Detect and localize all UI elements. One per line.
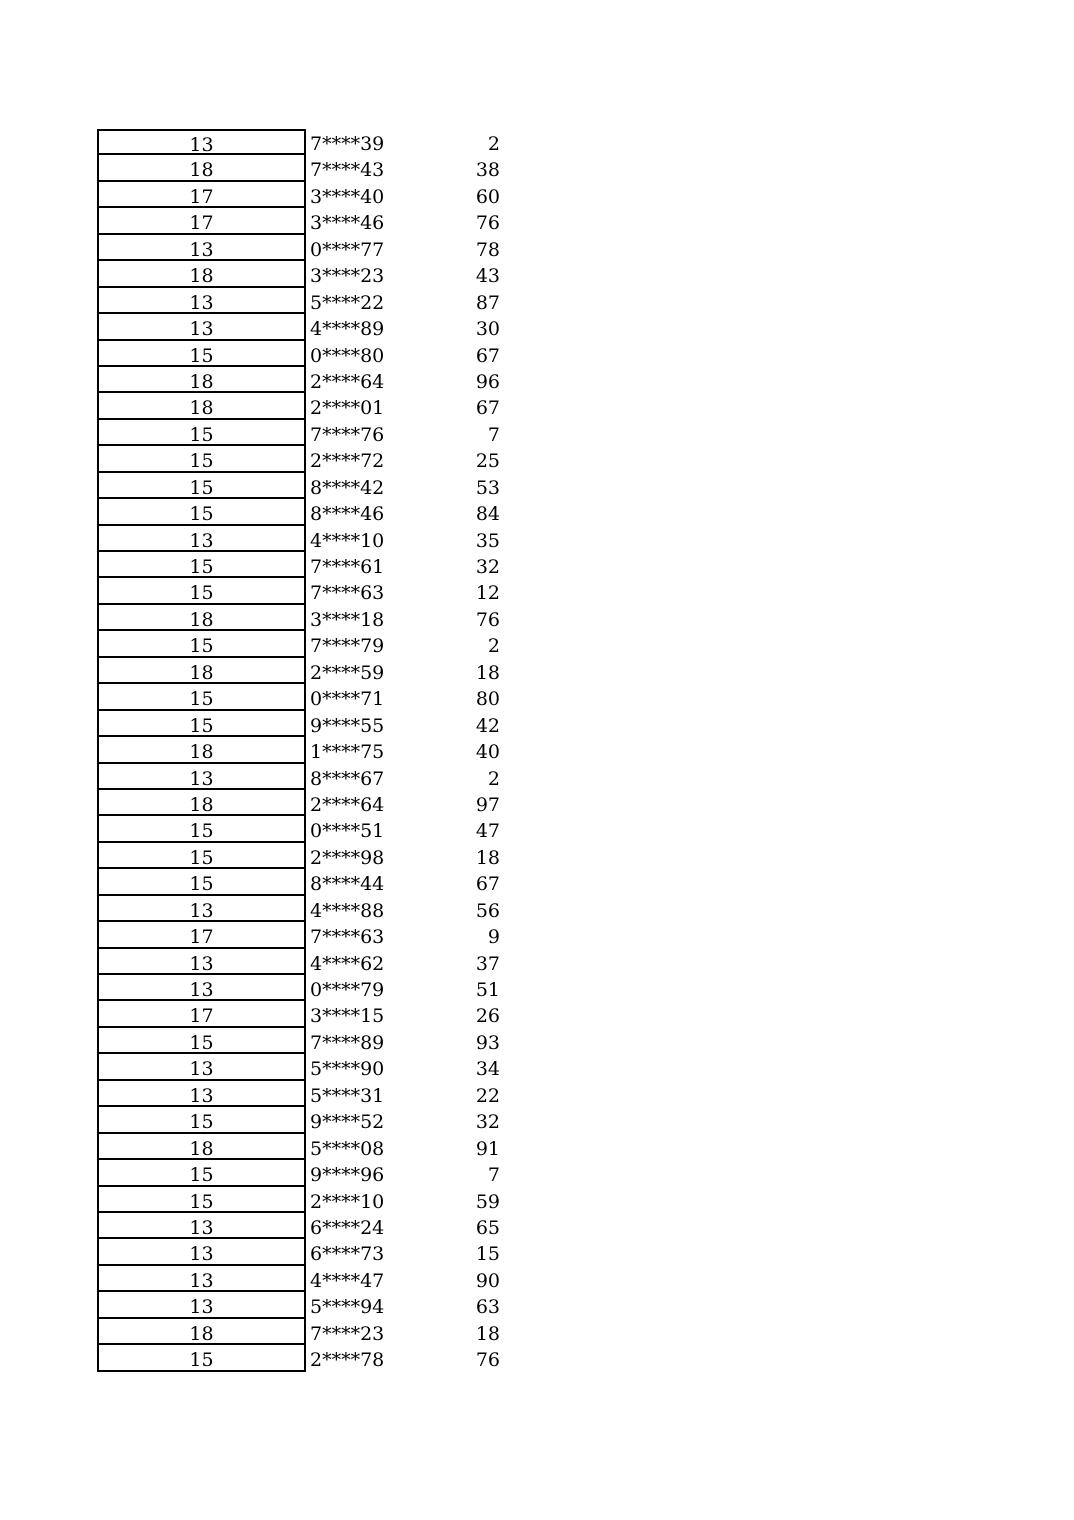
cell-masked-number[interactable]: 7****43: [310, 159, 385, 182]
table-row: [97, 578, 517, 604]
table-row: [97, 1107, 517, 1133]
cell-value[interactable]: 59: [475, 1190, 500, 1213]
cell-value[interactable]: 90: [475, 1269, 500, 1292]
cell-prefix[interactable]: 13: [97, 1239, 306, 1265]
cell-value[interactable]: 97: [475, 793, 500, 816]
cell-masked-number[interactable]: 5****31: [310, 1084, 385, 1107]
cell-prefix[interactable]: 15: [97, 552, 306, 578]
cell-prefix[interactable]: 18: [97, 393, 306, 419]
cell-prefix[interactable]: 13: [97, 1266, 306, 1292]
cell-value[interactable]: 18: [475, 1322, 500, 1345]
cell-masked-number[interactable]: 7****63: [310, 582, 385, 605]
table-row: [97, 182, 517, 208]
cell-value[interactable]: 26: [475, 1005, 500, 1028]
cell-masked-number[interactable]: 8****67: [310, 767, 385, 790]
cell-value[interactable]: 47: [475, 820, 500, 843]
cell-value[interactable]: 84: [475, 503, 500, 526]
table-row: [97, 1001, 517, 1027]
table-row: [97, 1239, 517, 1265]
table-row: [97, 658, 517, 684]
table-row: [97, 1134, 517, 1160]
cell-prefix[interactable]: 17: [97, 182, 306, 208]
cell-masked-number[interactable]: 9****52: [310, 1111, 385, 1134]
cell-masked-number[interactable]: 8****46: [310, 503, 385, 526]
table-row: [97, 1345, 517, 1371]
cell-value[interactable]: 60: [475, 185, 500, 208]
cell-masked-number[interactable]: 5****22: [310, 291, 385, 314]
cell-value[interactable]: 42: [475, 714, 500, 737]
cell-masked-number[interactable]: 3****18: [310, 608, 385, 631]
cell-value[interactable]: 18: [475, 846, 500, 869]
cell-prefix[interactable]: 15: [97, 816, 306, 842]
table-row: [97, 155, 517, 181]
cell-value[interactable]: 30: [475, 318, 500, 341]
cell-masked-number[interactable]: 2****72: [310, 450, 385, 473]
table-row: [97, 1319, 517, 1345]
table-row: [97, 367, 517, 393]
cell-masked-number[interactable]: 2****78: [310, 1349, 385, 1372]
cell-value[interactable]: 67: [475, 873, 500, 896]
cell-value[interactable]: 25: [475, 450, 500, 473]
cell-prefix[interactable]: 13: [97, 235, 306, 261]
table-row: [97, 314, 517, 340]
cell-prefix[interactable]: 15: [97, 446, 306, 472]
cell-masked-number[interactable]: 7****39: [310, 133, 385, 155]
cell-value[interactable]: 78: [475, 238, 500, 261]
cell-value[interactable]: 7: [487, 423, 500, 446]
cell-value[interactable]: 35: [475, 529, 500, 552]
cell-prefix[interactable]: 15: [97, 1345, 306, 1371]
cell-value[interactable]: 76: [475, 1349, 500, 1372]
cell-masked-number[interactable]: 4****88: [310, 899, 385, 922]
table-row: [97, 552, 517, 578]
cell-prefix[interactable]: 18: [97, 367, 306, 393]
cell-prefix[interactable]: 15: [97, 684, 306, 710]
cell-prefix[interactable]: 18: [97, 1319, 306, 1345]
cell-masked-number[interactable]: 6****73: [310, 1243, 385, 1266]
cell-prefix[interactable]: 13: [97, 288, 306, 314]
cell-masked-number[interactable]: 5****90: [310, 1058, 385, 1081]
cell-prefix[interactable]: 15: [97, 1107, 306, 1133]
cell-masked-number[interactable]: 9****55: [310, 714, 385, 737]
table-row: [97, 393, 517, 419]
cell-masked-number[interactable]: 2****59: [310, 661, 385, 684]
cell-masked-number[interactable]: 5****94: [310, 1296, 385, 1319]
cell-value[interactable]: 9: [487, 926, 500, 949]
cell-prefix[interactable]: 18: [97, 1134, 306, 1160]
cell-value[interactable]: 34: [475, 1058, 500, 1081]
cell-prefix[interactable]: 15: [97, 1028, 306, 1054]
cell-masked-number[interactable]: 2****10: [310, 1190, 385, 1213]
cell-value[interactable]: 67: [475, 344, 500, 367]
cell-value[interactable]: 63: [475, 1296, 500, 1319]
table-row: [97, 341, 517, 367]
cell-prefix[interactable]: 13: [97, 314, 306, 340]
cell-prefix[interactable]: 13: [97, 129, 306, 155]
cell-masked-number[interactable]: 7****79: [310, 635, 385, 658]
cell-prefix[interactable]: 13: [97, 975, 306, 1001]
table-row: [97, 499, 517, 525]
table-row: [97, 922, 517, 948]
cell-masked-number[interactable]: 4****10: [310, 529, 385, 552]
table-row: [97, 526, 517, 552]
cell-prefix[interactable]: 13: [97, 1054, 306, 1080]
cell-value[interactable]: 76: [475, 212, 500, 235]
cell-masked-number[interactable]: 2****01: [310, 397, 385, 420]
table-row: [97, 605, 517, 631]
table-row: [97, 1187, 517, 1213]
cell-prefix[interactable]: 15: [97, 499, 306, 525]
table-row: [97, 261, 517, 287]
cell-value[interactable]: 91: [475, 1137, 500, 1160]
cell-prefix[interactable]: 13: [97, 526, 306, 552]
cell-masked-number[interactable]: 3****40: [310, 185, 385, 208]
table-row: [97, 949, 517, 975]
cell-prefix[interactable]: 13: [97, 1292, 306, 1318]
cell-prefix[interactable]: 13: [97, 949, 306, 975]
table-row: [97, 737, 517, 763]
cell-prefix[interactable]: 18: [97, 790, 306, 816]
cell-prefix[interactable]: 17: [97, 922, 306, 948]
cell-prefix[interactable]: 15: [97, 420, 306, 446]
cell-prefix[interactable]: 17: [97, 1001, 306, 1027]
table-row: [97, 631, 517, 657]
cell-prefix[interactable]: 15: [97, 843, 306, 869]
cell-prefix[interactable]: 13: [97, 896, 306, 922]
cell-prefix[interactable]: 15: [97, 711, 306, 737]
table-row: [97, 1266, 517, 1292]
table-row: [97, 1292, 517, 1318]
cell-masked-number[interactable]: 0****79: [310, 979, 385, 1001]
cell-masked-number[interactable]: 7****76: [310, 423, 385, 446]
cell-masked-number[interactable]: 2****64: [310, 370, 385, 393]
cell-value[interactable]: 65: [475, 1216, 500, 1239]
cell-prefix[interactable]: 18: [97, 605, 306, 631]
table-row: [97, 1081, 517, 1107]
cell-masked-number[interactable]: 4****89: [310, 318, 385, 341]
cell-value[interactable]: 43: [475, 265, 500, 288]
table-row: [97, 790, 517, 816]
cell-value[interactable]: 53: [475, 476, 500, 499]
cell-masked-number[interactable]: 6****24: [310, 1216, 385, 1239]
cell-masked-number[interactable]: 9****96: [310, 1164, 385, 1187]
cell-value[interactable]: 12: [475, 582, 500, 605]
cell-prefix[interactable]: 18: [97, 155, 306, 181]
table-row: [97, 764, 517, 790]
cell-masked-number[interactable]: 4****62: [310, 952, 385, 975]
table-row: [97, 129, 517, 155]
cell-masked-number[interactable]: 5****08: [310, 1137, 385, 1160]
cell-masked-number[interactable]: 4****47: [310, 1269, 385, 1292]
table-row: [97, 843, 517, 869]
cell-prefix[interactable]: 15: [97, 473, 306, 499]
cell-value[interactable]: 87: [475, 291, 500, 314]
cell-prefix[interactable]: 15: [97, 1160, 306, 1186]
table-row: [97, 816, 517, 842]
cell-masked-number[interactable]: 0****80: [310, 344, 385, 367]
cell-masked-number[interactable]: 1****75: [310, 741, 385, 764]
cell-masked-number[interactable]: 0****51: [310, 820, 385, 843]
cell-prefix[interactable]: 18: [97, 737, 306, 763]
table-row: [97, 288, 517, 314]
cell-value[interactable]: 67: [475, 397, 500, 420]
cell-value[interactable]: 7: [487, 1164, 500, 1187]
cell-value[interactable]: 93: [475, 1031, 500, 1054]
cell-prefix[interactable]: 15: [97, 578, 306, 604]
cell-value[interactable]: 2: [487, 133, 500, 155]
table-row: [97, 869, 517, 895]
table-row: [97, 1054, 517, 1080]
cell-value[interactable]: 2: [487, 635, 500, 658]
cell-masked-number[interactable]: 0****77: [310, 238, 385, 261]
cell-prefix[interactable]: 13: [97, 1081, 306, 1107]
cell-masked-number[interactable]: 7****63: [310, 926, 385, 949]
cell-value[interactable]: 15: [475, 1243, 500, 1266]
cell-masked-number[interactable]: 3****46: [310, 212, 385, 235]
table-row: [97, 235, 517, 261]
table-row: [97, 420, 517, 446]
cell-value[interactable]: 18: [475, 661, 500, 684]
cell-value[interactable]: 2: [487, 767, 500, 790]
cell-prefix[interactable]: 15: [97, 869, 306, 895]
cell-value[interactable]: 80: [475, 688, 500, 711]
cell-prefix[interactable]: 15: [97, 1187, 306, 1213]
cell-prefix[interactable]: 13: [97, 1213, 306, 1239]
table-row: [97, 896, 517, 922]
cell-value[interactable]: 38: [475, 159, 500, 182]
cell-masked-number[interactable]: 7****61: [310, 556, 385, 578]
spreadsheet-table: [97, 129, 517, 1372]
table-row: [97, 975, 517, 1001]
table-row: [97, 711, 517, 737]
cell-value[interactable]: 32: [475, 1111, 500, 1134]
cell-value[interactable]: 76: [475, 608, 500, 631]
table-row: [97, 1160, 517, 1186]
cell-value[interactable]: 96: [475, 370, 500, 393]
cell-masked-number[interactable]: 7****89: [310, 1031, 385, 1054]
table-row: [97, 446, 517, 472]
cell-masked-number[interactable]: 8****42: [310, 476, 385, 499]
cell-prefix[interactable]: 13: [97, 764, 306, 790]
cell-prefix[interactable]: 15: [97, 341, 306, 367]
cell-prefix[interactable]: 18: [97, 658, 306, 684]
cell-masked-number[interactable]: 3****15: [310, 1005, 385, 1028]
cell-value[interactable]: 56: [475, 899, 500, 922]
table-row: [97, 473, 517, 499]
cell-value[interactable]: 37: [475, 952, 500, 975]
cell-masked-number[interactable]: 2****98: [310, 846, 385, 869]
table-row: [97, 1213, 517, 1239]
table-row: [97, 684, 517, 710]
cell-masked-number[interactable]: 3****23: [310, 265, 385, 288]
cell-value[interactable]: 51: [475, 979, 500, 1001]
table-row: [97, 1028, 517, 1054]
cell-masked-number[interactable]: 7****23: [310, 1322, 385, 1345]
cell-masked-number[interactable]: 8****44: [310, 873, 385, 896]
table-row: [97, 208, 517, 234]
cell-prefix[interactable]: 18: [97, 261, 306, 287]
cell-value[interactable]: 22: [475, 1084, 500, 1107]
cell-masked-number[interactable]: 2****64: [310, 793, 385, 816]
cell-prefix[interactable]: 15: [97, 631, 306, 657]
cell-prefix[interactable]: 17: [97, 208, 306, 234]
cell-masked-number[interactable]: 0****71: [310, 688, 385, 711]
cell-value[interactable]: 32: [475, 556, 500, 578]
cell-value[interactable]: 40: [475, 741, 500, 764]
